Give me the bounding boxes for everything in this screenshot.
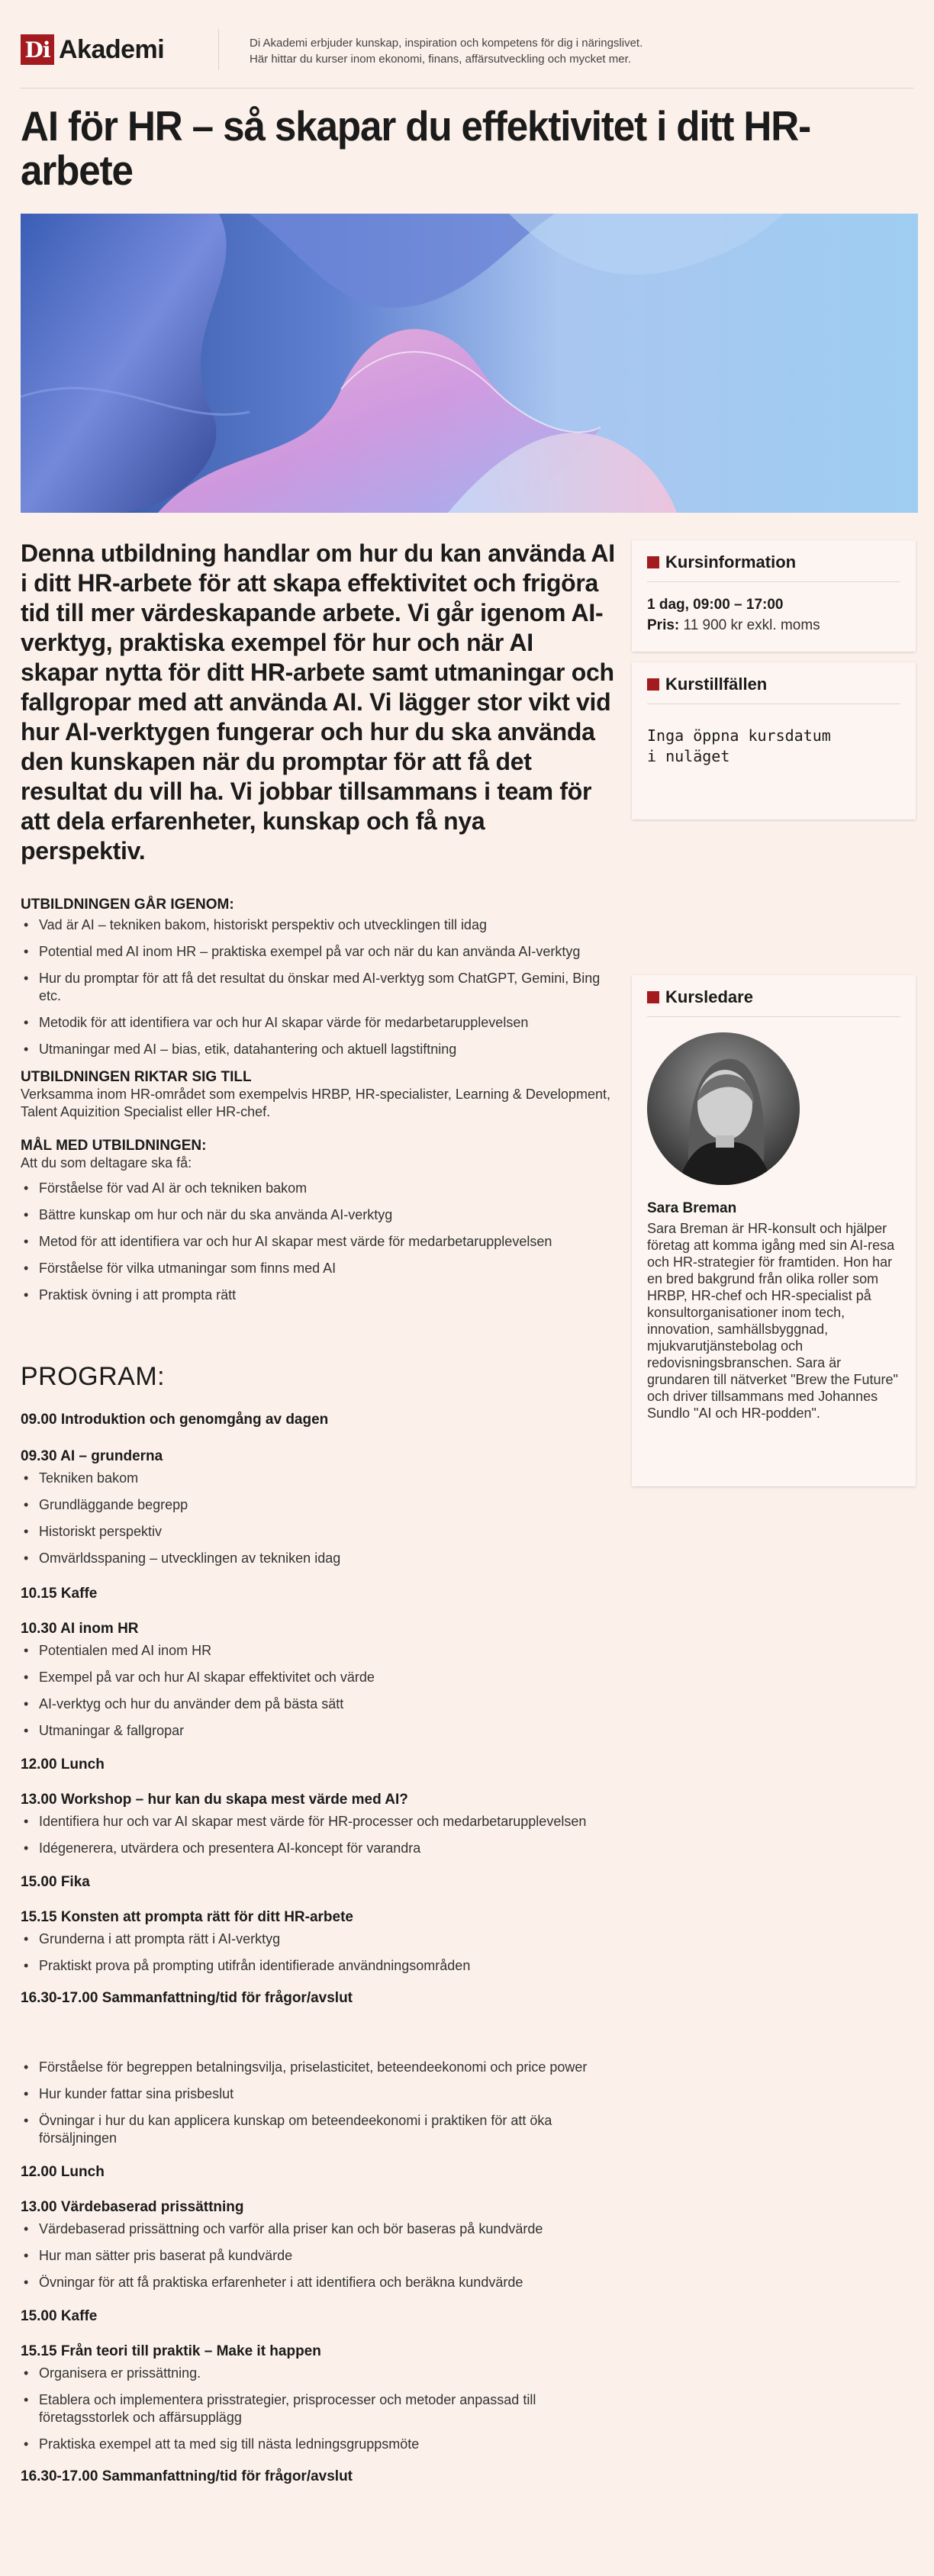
list-item: • Övningar för att få praktiska erfarenheter i att identifiera och beräkna kundvärde <box>21 2274 616 2291</box>
program-heading: 15.15 Konsten att prompta rätt för ditt HR-arbete <box>21 1909 353 1925</box>
list-item: • Potential med AI inom HR – praktiska exempel på var och när du kan använda AI-verktyg <box>21 943 616 961</box>
list-item: • Utmaningar med AI – bias, etik, datahantering och aktuell lagstiftning <box>21 1041 616 1058</box>
program-heading: 12.00 Lunch <box>21 2164 105 2180</box>
goals-list <box>21 1180 616 1304</box>
program-list <box>21 1930 616 1975</box>
price-label: Pris: <box>647 617 680 633</box>
list-item: • Tekniken bakom <box>21 1470 616 1487</box>
list-item: • Hur kunder fattar sina prisbeslut <box>21 2085 616 2103</box>
hero-image <box>21 214 918 513</box>
program-list <box>21 2365 616 2453</box>
card-title: Kursledare <box>665 987 753 1006</box>
course-info-card <box>632 540 916 652</box>
red-square-icon <box>647 991 659 1003</box>
program-heading: 09.30 AI – grunderna <box>21 1448 163 1464</box>
lead-paragraph: Denna utbildning handlar om hur du kan använda AI i ditt HR-arbete för att skapa effektivitet och frigöra tid till mer värdeskapande arbete. Vi går igenom AI-verktyg, praktiska exempel för hur och när AI skapar nytta för ditt HR-arbete samt utmaningar och fallgropar med att använda AI. Vi lägger stor vikt vid hur AI-verktygen fungerar och hur du ska använda den kunskapen när du promptar för att få det resultat du vill ha. Vi jobbar tillsammans i team för att dela erfarenheter, kunskap och få nya perspektiv. <box>21 539 615 865</box>
list-item: • Etablera och implementera prisstrategier, prisprocesser och metoder anpassad till företagsstorlek och affärsupplägg <box>21 2391 616 2426</box>
list-item: • Praktiskt prova på prompting utifrån identifierade användningsområden <box>21 1957 616 1975</box>
list-item: • Grunderna i att prompta rätt i AI-verktyg <box>21 1930 616 1948</box>
course-description <box>21 539 616 2490</box>
program-heading: 10.15 Kaffe <box>21 1586 98 1602</box>
list-item: • Förståelse för vilka utmaningar som finns med AI <box>21 1260 616 1277</box>
covers-heading: UTBILDNINGEN GÅR IGENOM: <box>21 897 234 913</box>
program-heading: 12.00 Lunch <box>21 1757 105 1773</box>
course-duration: 1 dag, 09:00 – 17:00 <box>647 597 784 613</box>
no-dates-line-2: i nuläget <box>647 747 730 765</box>
list-item: • Idégenerera, utvärdera och presentera AI-koncept för varandra <box>21 1840 616 1857</box>
program-title: PROGRAM: <box>21 1362 166 1391</box>
teacher-name: Sara Breman <box>647 1200 737 1216</box>
program-heading: 09.00 Introduktion och genomgång av dagen <box>21 1412 329 1428</box>
red-square-icon <box>647 556 659 568</box>
list-item: • Historiskt perspektiv <box>21 1523 616 1541</box>
logo-mark: Di <box>21 34 54 65</box>
list-item: • Hur man sätter pris baserat på kundvärde <box>21 2247 616 2265</box>
program-list <box>21 1470 616 1567</box>
list-item: • Förståelse för vad AI är och tekniken bakom <box>21 1180 616 1197</box>
program-heading: 13.00 Workshop – hur kan du skapa mest värde med AI? <box>21 1792 408 1808</box>
covers-list <box>21 916 616 1058</box>
goals-heading: MÅL MED UTBILDNINGEN: <box>21 1138 207 1154</box>
avatar <box>647 1032 800 1185</box>
teacher-bio: Sara Breman är HR-konsult och hjälper företag att komma igång med sin AI-resa och HR-strategier för framtiden. Hon har en bred bakgrund från olika roller som HRBP, HR-chef och HR-specialist på konsultorganisationer inom tech, innovation, samhällsbyggnad, mjukvarutjänstebolag och redovisningsbranschen. Sara är grundaren till nätverket "Brew the Future" och driver tillsammans med Johannes Sundlo "AI och HR-podden". <box>647 1221 898 1421</box>
program-list <box>21 1642 616 1740</box>
course-price <box>647 615 900 636</box>
hero-abstract-art <box>21 214 918 513</box>
program-list <box>21 1813 616 1857</box>
list-item: • Omvärldsspaning – utvecklingen av tekniken idag <box>21 1550 616 1567</box>
di-akademi-logo[interactable] <box>21 29 219 70</box>
list-item: • Förståelse för begreppen betalningsvilja, priselasticitet, beteendeekonomi och price power <box>21 2059 616 2076</box>
list-item: • Utmaningar & fallgropar <box>21 1722 616 1740</box>
list-item: • Metodik för att identifiera var och hur AI skapar värde för medarbetarupplevelsen <box>21 1014 616 1032</box>
list-item: • Potentialen med AI inom HR <box>21 1642 616 1660</box>
program-list <box>21 2059 616 2147</box>
program-heading: 15.00 Fika <box>21 1874 90 1890</box>
list-item: • Grundläggande begrepp <box>21 1496 616 1514</box>
audience-heading: UTBILDNINGEN RIKTAR SIG TILL <box>21 1069 252 1085</box>
list-item: • Metod för att identifiera var och hur AI skapar mest värde för medarbetarupplevelsen <box>21 1233 616 1251</box>
logo-wordmark: Akademi <box>59 34 165 64</box>
tagline-line-1: Di Akademi erbjuder kunskap, inspiration och kompetens för dig i näringslivet. <box>250 37 643 50</box>
list-item: • Hur du promptar för att få det resultat du önskar med AI-verktyg som ChatGPT, Gemini, Bing etc. <box>21 970 616 1005</box>
site-tagline <box>250 29 643 67</box>
list-item: • Praktisk övning i att prompta rätt <box>21 1286 616 1304</box>
program-heading: 15.15 Från teori till praktik – Make it happen <box>21 2343 321 2359</box>
program-heading: 16.30-17.00 Sammanfattning/tid för frågor/avslut <box>21 1990 353 2006</box>
list-item: • Övningar i hur du kan applicera kunskap om beteendeekonomi i praktiken för att öka försäljningen <box>21 2112 616 2147</box>
audience-text: Verksamma inom HR-området som exempelvis HRBP, HR-specialister, Learning & Development, Talent Aquizition Specialist eller HR-chef. <box>21 1087 610 1119</box>
site-header <box>21 29 913 89</box>
red-square-icon <box>647 678 659 691</box>
price-value: 11 900 kr exkl. moms <box>683 617 820 633</box>
program-heading: 10.30 AI inom HR <box>21 1621 139 1637</box>
no-dates-line-1: Inga öppna kursdatum <box>647 726 831 745</box>
page-title: AI för HR – så skapar du effektivitet i ditt HR-arbete <box>21 102 811 194</box>
program-heading: 16.30-17.00 Sammanfattning/tid för frågor/avslut <box>21 2468 353 2484</box>
card-title: Kurstillfällen <box>665 675 768 694</box>
program-list <box>21 2220 616 2291</box>
list-item: • Organisera er prissättning. <box>21 2365 616 2382</box>
list-item: • Identifiera hur och var AI skapar mest värde för HR-processer och medarbetarupplevelsen <box>21 1813 616 1831</box>
list-item: • Vad är AI – tekniken bakom, historiskt perspektiv och utvecklingen till idag <box>21 916 616 934</box>
program-heading: 13.00 Värdebaserad prissättning <box>21 2199 244 2215</box>
list-item: • Bättre kunskap om hur och när du ska använda AI-verktyg <box>21 1206 616 1224</box>
list-item: • Värdebaserad prissättning och varför alla priser kan och bör baseras på kundvärde <box>21 2220 616 2238</box>
card-title: Kursinformation <box>665 552 797 572</box>
goals-intro: Att du som deltagare ska få: <box>21 1155 192 1170</box>
course-occasions-card <box>632 662 916 819</box>
course-leader-card <box>632 975 916 1486</box>
list-item: • Exempel på var och hur AI skapar effektivitet och värde <box>21 1669 616 1686</box>
program-heading: 15.00 Kaffe <box>21 2308 98 2324</box>
list-item: • Praktiska exempel att ta med sig till nästa ledningsgruppsmöte <box>21 2436 616 2453</box>
tagline-line-2: Här hittar du kurser inom ekonomi, finans, affärsutveckling och mycket mer. <box>250 53 631 66</box>
list-item: • AI-verktyg och hur du använder dem på bästa sätt <box>21 1695 616 1713</box>
